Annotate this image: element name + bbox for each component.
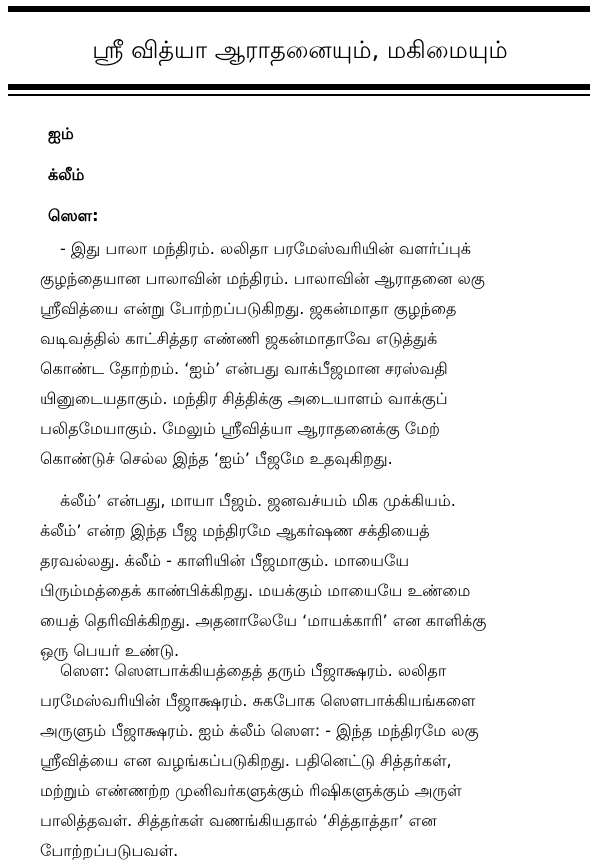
- paragraph-line: ஸ்ரீவித்யை என்று போற்றப்படுகிறது. ஜகன்மாதா குழந்தை: [40, 299, 457, 318]
- paragraph-sauh: [40, 656, 590, 866]
- title-rule-thick: [8, 84, 590, 90]
- paragraph-line: பரமேஸ்வரியின் பீஜாக்ஷரம். சுகபோக ஸௌபாக்கியங்களை: [40, 691, 476, 710]
- top-rule: [8, 6, 590, 12]
- paragraph-line: கொண்டுச் செல்ல இந்த ‘ஐம்’ பீஜமே உதவுகிறது.: [40, 449, 393, 468]
- mantra-kleem: க்லீம்: [48, 165, 85, 184]
- paragraph-line: க்லீம்’ என்பது, மாயா பீஜம். ஜனவச்யம் மிக முக்கியம்.: [60, 491, 456, 510]
- paragraph-line: கொண்ட தோற்றம். ‘ஐம்’ என்பது வாக்பீஜமான சரஸ்வதி: [40, 359, 448, 378]
- paragraph-line: யினுடையதாகும். மந்திர சித்திக்கு அடையாளம் வாக்குப்: [40, 389, 448, 408]
- paragraph-line: பலிதமேயாகும். மேலும் ஸ்ரீவித்யா ஆராதனைக்கு மேற்: [40, 419, 440, 438]
- page-title: ஸ்ரீ வித்யா ஆராதனையும், மகிமையும்: [92, 36, 508, 64]
- paragraph-line: குழந்தையான பாலாவின் மந்திரம். பாலாவின் ஆராதனை லகு: [40, 269, 485, 288]
- paragraph-line: - இது பாலா மந்திரம். லலிதா பரமேஸ்வரியின் வளர்ப்புக்: [60, 239, 471, 258]
- paragraph-line: பாலித்தவள். சித்தர்கள் வணங்கியதால் ‘சித்தாத்தா’ என: [40, 811, 437, 830]
- paragraph-line: க்லீம்’ என்ற இந்த பீஜ மந்திரமே ஆகர்ஷண சக்தியைத்: [40, 521, 430, 540]
- paragraph-line: வடிவத்தில் காட்சித்தர எண்ணி ஜகன்மாதாவே எடுத்துக்: [40, 329, 438, 348]
- mantra-sauh: ஸௌ:: [48, 206, 99, 225]
- paragraph-line: ஸ்ரீவித்யை என வழங்கப்படுகிறது. பதினெட்டு சித்தர்கள்,: [40, 751, 452, 770]
- paragraph-line: யைத் தெரிவிக்கிறது. அதனாலேயே ‘மாயக்காரி’ என காளிக்கு: [40, 611, 487, 630]
- paragraph-line: ஒரு பெயர் உண்டு.: [40, 641, 180, 660]
- paragraph-kleem: [40, 486, 590, 666]
- paragraph-line: அருளும் பீஜாக்ஷரம். ஐம் க்லீம் ஸௌ: - இந்த மந்திரமே லகு: [40, 721, 479, 740]
- paragraph-line: தரவல்லது. க்லீம் - காளியின் பீஜமாகும். மாயையே: [40, 551, 410, 570]
- paragraph-line: மற்றும் எண்ணற்ற முனிவர்களுக்கும் ரிஷிகளுக்கும் அருள்: [40, 781, 462, 800]
- paragraph-line: பிரும்மத்தைக் காண்பிக்கிறது. மயக்கும் மாயையே உண்மை: [40, 581, 471, 600]
- paragraph-line: போற்றப்படுபவள்.: [40, 841, 179, 860]
- paragraph-line: ஸௌ: ஸௌபாக்கியத்தைத் தரும் பீஜாக்ஷரம். லலிதா: [60, 661, 447, 680]
- mantra-aim: ஐம்: [48, 124, 74, 143]
- paragraph-bala: [40, 234, 590, 474]
- title-rule-thin: [8, 94, 590, 96]
